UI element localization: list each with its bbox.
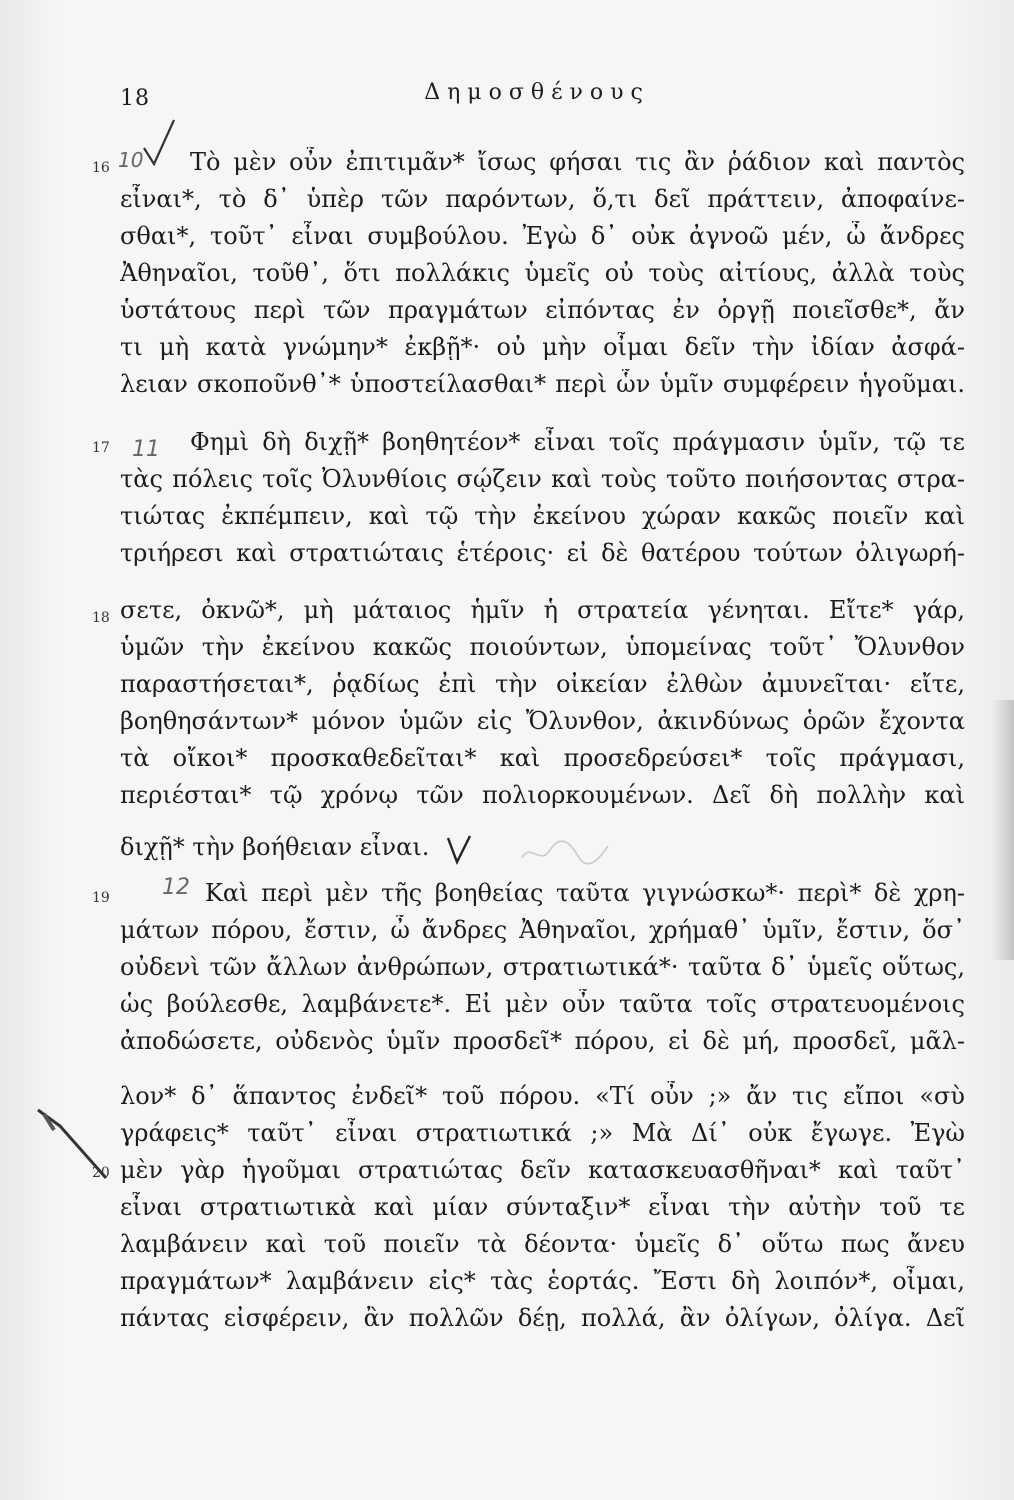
section-number-16: 16 <box>92 160 110 176</box>
text-line: σετε, ὀκνῶ*, μὴ μάταιος ἡμῖν ἡ στρατεία γένηται. Εἴτε* γάρ, <box>120 596 965 624</box>
text-line: τιώτας ἐκπέμπειν, καὶ τῷ τὴν ἐκείνου χώραν κακῶς ποιεῖν καὶ <box>120 502 965 530</box>
text-line: τριήρεσι καὶ στρατιώταις ἑτέροις· εἰ δὲ θατέρου τούτων ὀλιγωρή- <box>120 539 965 567</box>
handwritten-checkmark-icon <box>140 118 180 168</box>
section-number-18: 18 <box>92 610 110 626</box>
text-line: ὡς βούλεσθε, λαμβάνετε*. Εἰ μὲν οὖν ταῦτα τοῖς στρατευομένοις <box>120 990 965 1018</box>
text-line: βοηθησάντων* μόνον ὑμῶν εἰς Ὄλυνθον, ἀκινδύνως ὁρῶν ἔχοντα <box>120 707 965 735</box>
text-line: διχῇ* τὴν βοήθειαν εἶναι. <box>120 833 430 861</box>
text-line: ἀποδώσετε, οὐδενὸς ὑμῖν προσδεῖ* πόρου, εἰ δὲ μή, προσδεῖ, μᾶλ- <box>120 1027 965 1055</box>
text-line: λαμβάνειν καὶ τοῦ ποιεῖν τὰ δέοντα· ὑμεῖς δ᾽ οὕτω πως ἄνευ <box>120 1230 965 1258</box>
text-line: οὐδενὶ τῶν ἄλλων ἀνθρώπων, στρατιωτικά*· ταῦτα δ᾽ ὑμεῖς οὕτως, <box>120 953 965 981</box>
text-line: Ἀθηναῖοι, τοῦθ᾽, ὅτι πολλάκις ὑμεῖς οὐ τοὺς αἰτίους, ἀλλὰ τοὺς <box>120 259 965 287</box>
text-line: παραστήσεται*, ῥᾳδίως ἐπὶ τὴν οἰκείαν ἐλθὼν ἀμυνεῖται· εἴτε, <box>120 670 965 698</box>
section-number-20: 20 <box>92 1165 110 1181</box>
text-line: τὰ οἴκοι* προσκαθεδεῖται* καὶ προσεδρεύσει* τοῖς πράγμασι, <box>120 744 965 772</box>
text-line: σθαι*, τοῦτ᾽ εἶναι συμβούλου. Ἐγὼ δ᾽ οὐκ ἀγνοῶ μέν, ὦ ἄνδρες <box>120 222 965 250</box>
text-line: ὑμῶν τὴν ἐκείνου κακῶς ποιούντων, ὑπομείνας τοῦτ᾽ Ὄλυνθον <box>120 633 965 661</box>
section-number-17: 17 <box>92 440 110 456</box>
text-line: Τὸ μὲν οὖν ἐπιτιμᾶν* ἴσως φήσαι τις ἂν ῥάδιον καὶ παντὸς <box>190 148 965 176</box>
handwritten-margin-note-16: 10 <box>118 148 144 172</box>
handwritten-margin-note-17: 11 <box>132 437 160 462</box>
text-line: λειαν σκοποῦνθ᾽* ὑποστείλασθαι* περὶ ὧν ὑμῖν συμφέρειν ἡγοῦμαι. <box>120 370 965 398</box>
text-line: μὲν γὰρ ἡγοῦμαι στρατιώτας δεῖν κατασκευασθῆναι* καὶ ταῦτ᾽ <box>120 1156 965 1184</box>
text-line: πραγμάτων* λαμβάνειν εἰς* τὰς ἑορτάς. Ἔστι δὴ λοιπόν*, οἶμαι, <box>120 1267 965 1295</box>
text-line: πάντας εἰσφέρειν, ἂν πολλῶν δέῃ, πολλά, ἂν ὀλίγων, ὀλίγα. Δεῖ <box>120 1304 965 1332</box>
text-line: Φημὶ δὴ διχῇ* βοηθητέον* εἶναι τοῖς πράγμασιν ὑμῖν, τῷ τε <box>190 428 965 456</box>
text-line: περιέσται* τῷ χρόνῳ τῶν πολιορκουμένων. Δεῖ δὴ πολλὴν καὶ <box>120 781 965 809</box>
handwritten-margin-note-19: 12 <box>162 875 190 900</box>
section-number-19: 19 <box>92 890 110 906</box>
text-line: τι μὴ κατὰ γνώμην* ἐκβῇ*· οὐ μὴν οἶμαι δεῖν τὴν ἰδίαν ἀσφά- <box>120 333 965 361</box>
text-line: γράφεις* ταῦτ᾽ εἶναι στρατιωτικά ;» Μὰ Δί᾽ οὐκ ἔγωγε. Ἐγὼ <box>120 1119 965 1147</box>
text-line: Καὶ περὶ μὲν τῆς βοηθείας ταῦτα γιγνώσκω*· περὶ* δὲ χρη- <box>205 879 965 907</box>
text-line: εἶναι*, τὸ δ᾽ ὑπὲρ τῶν παρόντων, ὅ,τι δεῖ πράττειν, ἀποφαίνε- <box>120 185 965 213</box>
page-edge-shadow <box>992 700 1014 960</box>
running-head: Δημοσθένους <box>424 80 650 105</box>
page-number: 18 <box>120 86 150 111</box>
text-line: μάτων πόρου, ἔστιν, ὦ ἄνδρες Ἀθηναῖοι, χρήμαθ᾽ ὑμῖν, ἔστιν, ὅσ᾽ <box>120 916 965 944</box>
pencil-scribble-icon <box>520 838 610 868</box>
text-line: τὰς πόλεις τοῖς Ὀλυνθίοις σῴζειν καὶ τοὺς τοῦτο ποιήσοντας στρα- <box>120 465 965 493</box>
text-line: λον* δ᾽ ἅπαντος ἐνδεῖ* τοῦ πόρου. «Τί οὖν ;» ἄν τις εἴποι «σὺ <box>120 1082 965 1110</box>
text-line: εἶναι στρατιωτικὰ καὶ μίαν σύνταξιν* εἶναι τὴν αὐτὴν τοῦ τε <box>120 1193 965 1221</box>
text-line: ὑστάτους περὶ τῶν πραγμάτων εἰπόντας ἐν ὀργῇ ποιεῖσθε*, ἄν <box>120 296 965 324</box>
